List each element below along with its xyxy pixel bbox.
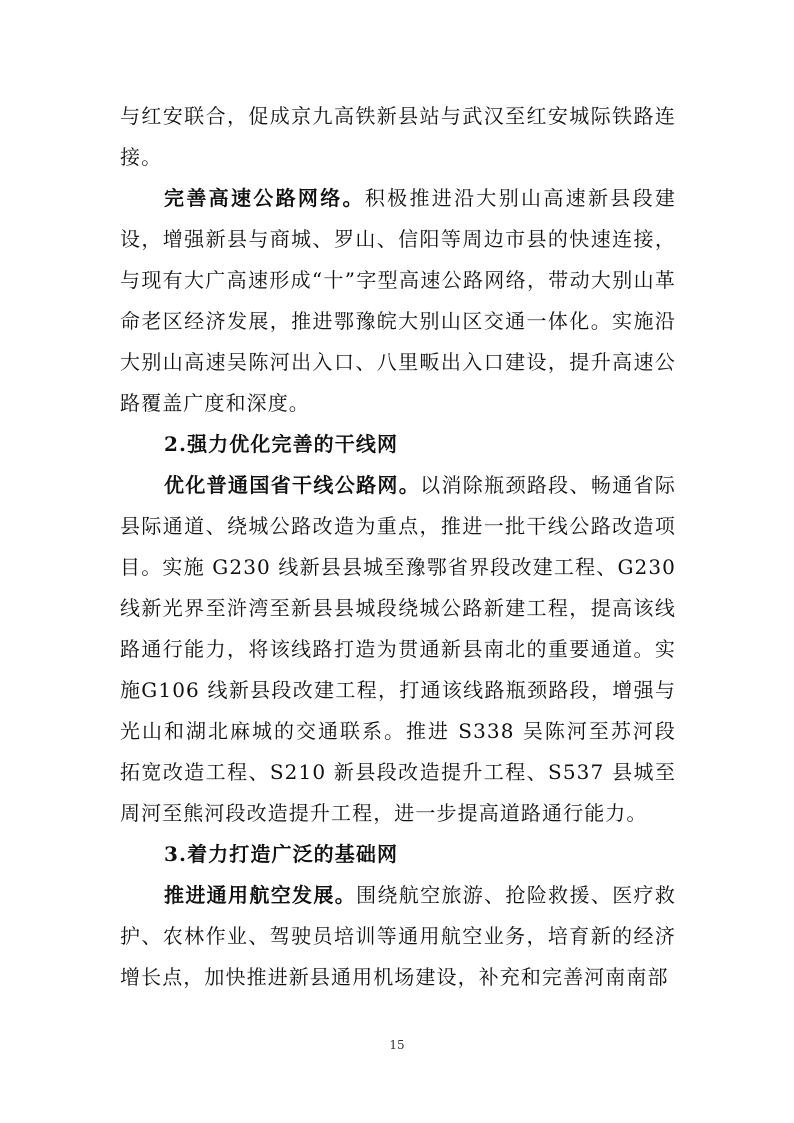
paragraph-trunk-highway	[120, 465, 676, 834]
paragraph-text: 与红安联合，促成京九高铁新县站与武汉至红安城际铁路连接。	[120, 104, 676, 169]
paragraph-general-aviation	[120, 875, 676, 998]
document-body	[120, 96, 676, 998]
paragraph-expressway	[120, 178, 676, 424]
section-heading-base-network: 3.着力打造广泛的基础网	[164, 842, 399, 866]
paragraph-lead-heading: 推进通用航空发展。	[164, 883, 357, 907]
paragraph-lead-heading: 优化普通国省干线公路网。	[164, 473, 421, 497]
paragraph-text: 围绕航空旅游、抢险救援、医疗救护、农林作业、驾驶员培训等通用航空业务，培育新的经济增长点，加快推进新县通用机场建设，补充和完善河南南部	[120, 883, 676, 989]
page-number: 15	[389, 1038, 405, 1052]
paragraph-text: 以消除瓶颈路段、畅通省际县际通道、绕城公路改造为重点，推进一批干线公路改造项目。实施 G230 线新县县城至豫鄂省界段改建工程、G230 线新光界至浒湾至新县县城段绕城公路新建工程，提高该线路通行能力，将该线路打造为贯通新县南北的重要通道。实施G106 线新县段改建工程，打通该线路瓶颈路段，增强与光山和湖北麻城的交通联系。推进 S338 吴陈河至苏河段拓宽改造工程、S210 新县段改造提升工程、S537 县城至周河至熊河段改造提升工程，进一步提高道路通行能力。	[120, 473, 677, 825]
paragraph-text: 积极推进沿大别山高速新县段建设，增强新县与商城、罗山、信阳等周边市县的快速连接，与现有大广高速形成“十”字型高速公路网络，带动大别山革命老区经济发展，推进鄂豫皖大别山区交通一体化。实施沿大别山高速吴陈河出入口、八里畈出入口建设，提升高速公路覆盖广度和深度。	[120, 186, 676, 415]
paragraph-lead-heading: 完善高速公路网络。	[164, 186, 365, 210]
paragraph-continuation	[120, 96, 676, 178]
section-heading-trunk-network: 2.强力优化完善的干线网	[164, 432, 399, 456]
